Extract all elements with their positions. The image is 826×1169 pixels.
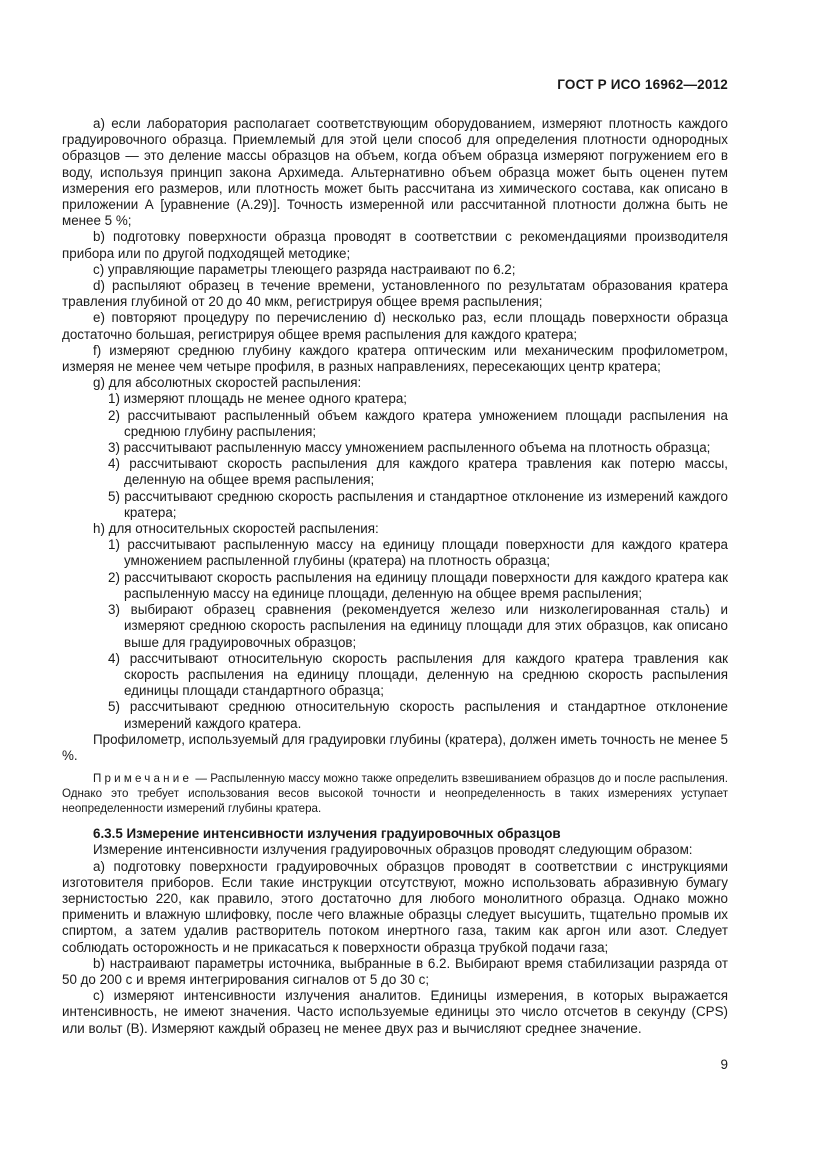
list-item: 5) рассчитывают среднюю скорость распыления и стандартное отклонение из измерений каждого кратера;	[108, 488, 728, 520]
paragraph-intro: Измерение интенсивности излучения градуировочных образцов проводят следующим образом:	[93, 842, 693, 858]
list-item: 2) рассчитывают распыленный объем каждого кратера умножением площади распыления на среднюю глубину распыления;	[108, 407, 728, 439]
note	[62, 771, 728, 816]
paragraph-f: f) измеряют среднюю глубину каждого кратера оптическим или механическим профилометром, измеряя не менее чем четыре профиля, в разных направлениях, пересекающих центр кратера;	[62, 342, 728, 375]
list-item: 4) рассчитывают относительную скорость распыления для каждого кратера травления как скорость распыления на единицу площади, деленную на среднюю скорость распыления единицы площади стандартного образца;	[108, 650, 728, 699]
note-label: Примечание	[93, 772, 193, 786]
list-item: 4) рассчитывают скорость распыления для каждого кратера травления как потерю массы, деленную на общее время распыления;	[108, 456, 728, 488]
paragraph-profilometer: Профилометр, используемый для градуировки глубины (кратера), должен иметь точность не менее 5 %.	[62, 731, 728, 763]
paragraph-g: g) для абсолютных скоростей распыления:	[93, 375, 362, 391]
paragraph-c: c) управляющие параметры тлеющего разряда настраивают по 6.2;	[93, 261, 516, 277]
section-heading: 6.3.5 Измерение интенсивности излучения градуировочных образцов	[93, 826, 561, 842]
list-item: 1) измеряют площадь не менее одного кратера;	[108, 391, 407, 407]
list-item: 3) выбирают образец сравнения (рекомендуется железо или низколегированная сталь) и измеряют среднюю скорость распыления на единицу площади для этих образцов, как описано выше для градуировочных образцов;	[108, 602, 728, 650]
paragraph-2b: b) настраивают параметры источника, выбранные в 6.2. Выбирают время стабилизации разряда от 50 до 200 с и время интегрирования сигналов от 5 до 30 с;	[62, 955, 728, 987]
list-item: 3) рассчитывают распыленную массу умножением распыленного объема на плотность образца;	[108, 440, 711, 456]
paragraph-2a: a) подготовку поверхности градуировочных образцов проводят в соответствии с инструкциями изготовителя приборов. Если такие инструкции отсутствуют, можно использовать абразивную бумагу зернистостью 220, как правило, этого достаточно для любого монолитного образца. Однако можно применить и влажную шлифовку, после чего влажные образцы следует высушить, тщательно промыв их спиртом, а затем удалив растворитель потоком инертного газа, таким как аргон или азот. Следует соблюдать осторожность и не прикасаться к поверхности образца трубкой подачи газа;	[62, 858, 728, 955]
document-body	[62, 116, 728, 1037]
paragraph-b: b) подготовку поверхности образца проводят в соответствии с рекомендациями производителя прибора или по другой подходящей методике;	[62, 229, 728, 261]
note-text: — Распыленную массу можно также определить взвешиванием образцов до и после распыления. Однако это требует использования весов высокой точности и неопределенность в таких измерениях уступает неопределенности измерений глубины кратера.	[62, 772, 728, 816]
list-item: 5) рассчитывают среднюю относительную скорость распыления и стандартное отклонение измерений каждого кратера.	[108, 699, 728, 731]
list-item: 2) рассчитывают скорость распыления на единицу площади поверхности для каждого кратера как распыленную массу на единице площади, деленную на общее время распыления;	[108, 569, 728, 601]
paragraph-2c: c) измеряют интенсивности излучения аналитов. Единицы измерения, в которых выражается интенсивность, не имеют значения. Часто используемые единицы это число отсчетов в секунду (CPS) или вольт (В). Измеряют каждый образец не менее двух раз и вычисляют среднее значение.	[62, 988, 728, 1036]
paragraph-d: d) распыляют образец в течение времени, установленного по результатам образования кратера травления глубиной от 20 до 40 мкм, регистрируя общее время распыления;	[62, 278, 728, 310]
paragraph-a: a) если лаборатория располагает соответствующим оборудованием, измеряют плотность каждого градуировочного образца. Приемлемый для этой цели способ для определения плотности однородных образцов — это деление массы образцов на объем, когда объем образца измеряют погружением его в воду, используя принцип закона Архимеда. Альтернативно объем образца может быть оценен путем измерения его размеров, или плотность может быть рассчитана из химического состава, как описано в приложении А [уравнение (А.29)]. Точность измеренной или рассчитанной плотности должна быть не менее 5 %;	[62, 116, 728, 229]
paragraph-e: e) повторяют процедуру по перечислению d) несколько раз, если площадь поверхности образца достаточно большая, регистрируя общее время распыления для каждого кратера;	[62, 310, 728, 342]
list-item: 1) рассчитывают распыленную массу на единицу площади поверхности для каждого кратера умножением распыленной глубины (кратера) на плотность образца;	[108, 537, 728, 569]
paragraph-h: h) для относительных скоростей распыления:	[93, 521, 379, 537]
document-code: ГОСТ Р ИСО 16962—2012	[557, 77, 728, 92]
page-number: 9	[720, 1057, 728, 1072]
